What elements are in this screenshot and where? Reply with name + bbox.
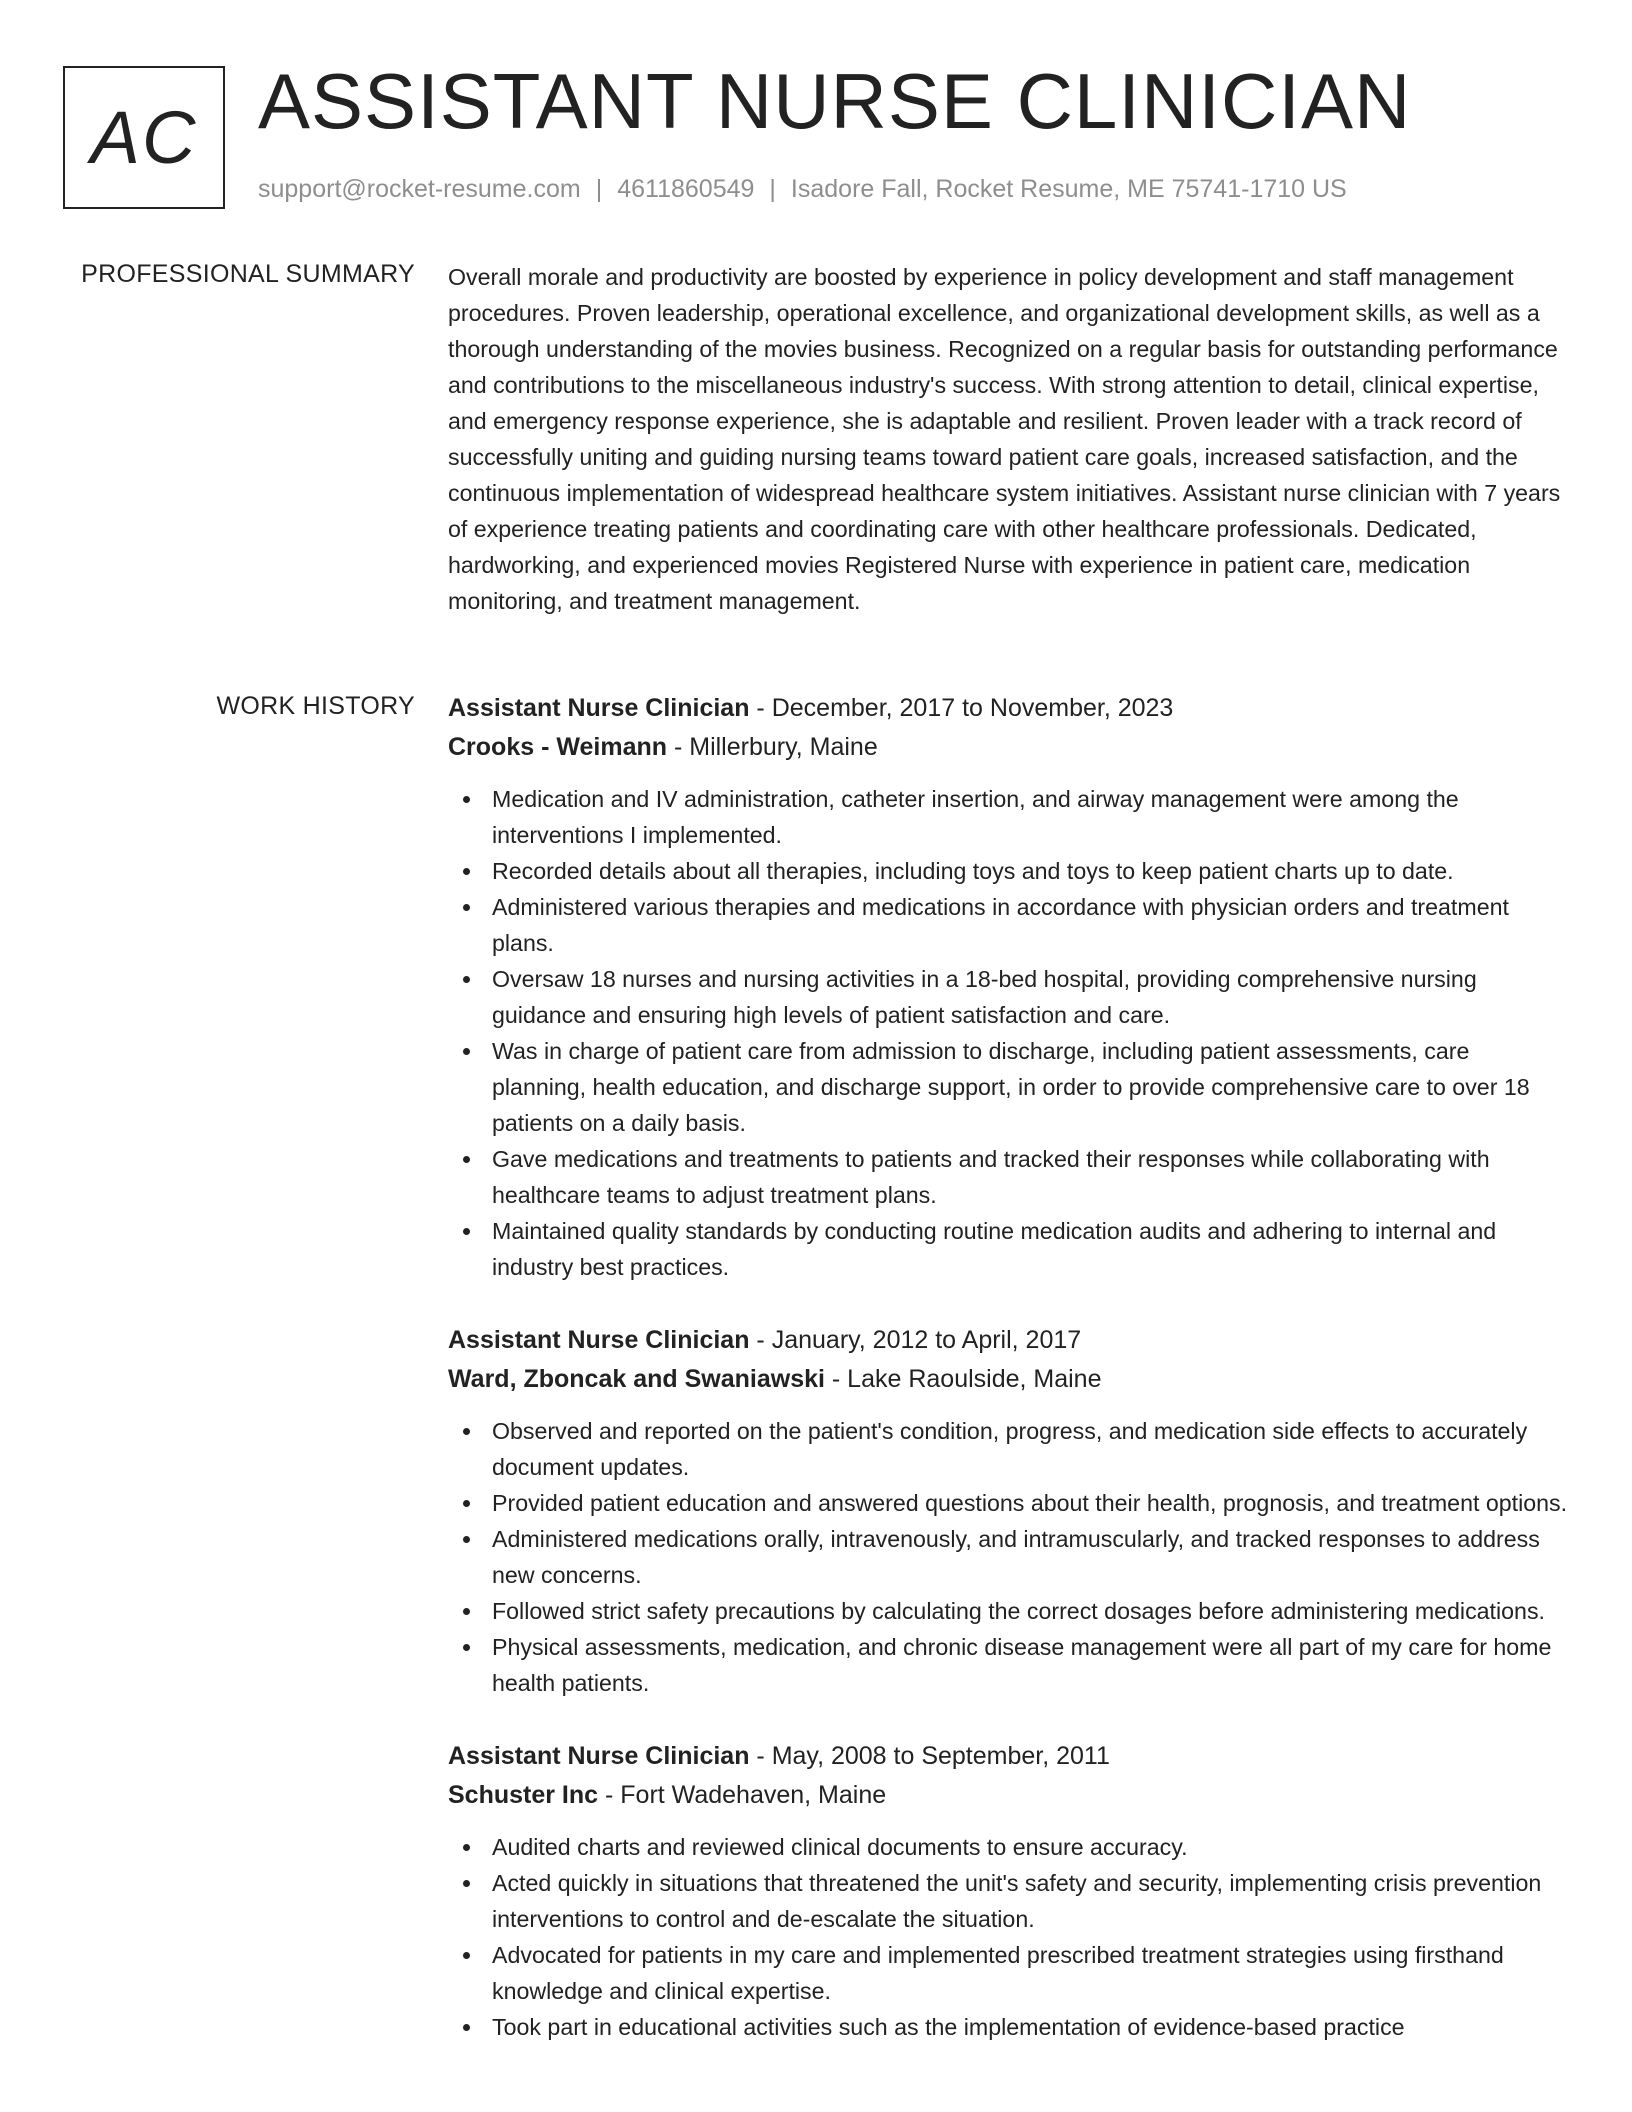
- job-bullet: Audited charts and reviewed clinical documents to ensure accuracy.: [448, 1829, 1568, 1865]
- job-bullet-list: [448, 1413, 1568, 1701]
- job-bullet: Administered medications orally, intravenously, and intramuscularly, and tracked responses to address new concerns.: [448, 1521, 1568, 1593]
- job-title: Assistant Nurse Clinician: [448, 694, 750, 722]
- job-bullet-list: [448, 1829, 1568, 2045]
- contact-address: Isadore Fall, Rocket Resume, ME 75741-1710 US: [790, 175, 1347, 203]
- job-location: - Fort Wadehaven, Maine: [598, 1781, 887, 1809]
- job-bullet: Gave medications and treatments to patients and tracked their responses while collaborating with healthcare teams to adjust treatment plans.: [448, 1141, 1568, 1213]
- contact-separator: |: [595, 175, 603, 203]
- job-company-line: [448, 728, 1568, 767]
- job-title-line: [448, 1737, 1568, 1776]
- job-bullet: Recorded details about all therapies, including toys and toys to keep patient charts up to date.: [448, 853, 1568, 889]
- job-dates: - December, 2017 to November, 2023: [749, 694, 1174, 722]
- job-bullet: Medication and IV administration, catheter insertion, and airway management were among the interventions I implemented.: [448, 781, 1568, 853]
- monogram-box: [63, 66, 225, 209]
- work-history-heading: WORK HISTORY: [216, 692, 415, 720]
- job-company: Schuster Inc: [448, 1781, 599, 1809]
- job-bullet: Advocated for patients in my care and implemented prescribed treatment strategies using firsthand knowledge and clinical expertise.: [448, 1937, 1568, 2009]
- summary-paragraph: Overall morale and productivity are boosted by experience in policy development and staff management procedures. Proven leadership, operational excellence, and organizational development skills, as well as a thorough understanding of the movies business. Recognized on a regular basis for outstanding performance and contributions to the miscellaneous industry's success. With strong attention to detail, clinical expertise, and emergency response experience, she is adaptable and resilient. Proven leader with a track record of successfully uniting and guiding nursing teams toward patient care goals, increased satisfaction, and the continuous implementation of widespread healthcare system initiatives. Assistant nurse clinician with 7 years of experience treating patients and coordinating care with other healthcare professionals. Dedicated, hardworking, and experienced movies Registered Nurse with experience in patient care, medication monitoring, and treatment management.: [448, 264, 1561, 614]
- job-location: - Millerbury, Maine: [667, 733, 878, 761]
- job-bullet-list: [448, 781, 1568, 1285]
- monogram-initials: AC: [90, 96, 198, 179]
- job-bullet: Observed and reported on the patient's condition, progress, and medication side effects to accurately document updates.: [448, 1413, 1568, 1485]
- contact-phone[interactable]: 4611860549: [617, 175, 755, 203]
- summary-section: [448, 259, 1568, 619]
- job-title: Assistant Nurse Clinician: [448, 1326, 750, 1354]
- job-company-line: [448, 1776, 1568, 1815]
- job-dates: - January, 2012 to April, 2017: [749, 1326, 1082, 1354]
- contact-line: [258, 175, 1347, 204]
- job-location: - Lake Raoulside, Maine: [824, 1365, 1102, 1393]
- job-title: Assistant Nurse Clinician: [448, 1742, 750, 1770]
- job-bullet: Maintained quality standards by conducting routine medication audits and adhering to internal and industry best practices.: [448, 1213, 1568, 1285]
- work-history-section: [448, 689, 1568, 2081]
- job-bullet: Administered various therapies and medications in accordance with physician orders and treatment plans.: [448, 889, 1568, 961]
- job-entry: [448, 689, 1568, 1285]
- job-company: Ward, Zboncak and Swaniawski: [448, 1365, 825, 1393]
- job-title-line: [448, 689, 1568, 728]
- job-bullet: Physical assessments, medication, and chronic disease management were all part of my care for home health patients.: [448, 1629, 1568, 1701]
- job-bullet: Oversaw 18 nurses and nursing activities in a 18-bed hospital, providing comprehensive nursing guidance and ensuring high levels of patient satisfaction and care.: [448, 961, 1568, 1033]
- job-bullet: Acted quickly in situations that threatened the unit's safety and security, implementing crisis prevention interventions to control and de-escalate the situation.: [448, 1865, 1568, 1937]
- job-company: Crooks - Weimann: [448, 733, 668, 761]
- resume-title: ASSISTANT NURSE CLINICIAN: [258, 57, 1412, 145]
- job-bullet: Was in charge of patient care from admission to discharge, including patient assessments, care planning, health education, and discharge support, in order to provide comprehensive care to over 18 patients on a daily basis.: [448, 1033, 1568, 1141]
- job-entry: [448, 1737, 1568, 2045]
- job-bullet: Followed strict safety precautions by calculating the correct dosages before administering medications.: [448, 1593, 1568, 1629]
- job-bullet: Provided patient education and answered questions about their health, prognosis, and treatment options.: [448, 1485, 1568, 1521]
- job-dates: - May, 2008 to September, 2011: [749, 1742, 1110, 1770]
- job-company-line: [448, 1360, 1568, 1399]
- contact-separator: |: [769, 175, 776, 203]
- job-entry: [448, 1321, 1568, 1701]
- job-title-line: [448, 1321, 1568, 1360]
- summary-heading: PROFESSIONAL SUMMARY: [81, 260, 415, 288]
- job-bullet: Took part in educational activities such as the implementation of evidence-based practice: [448, 2009, 1568, 2045]
- contact-email[interactable]: support@rocket-resume.com: [258, 175, 581, 203]
